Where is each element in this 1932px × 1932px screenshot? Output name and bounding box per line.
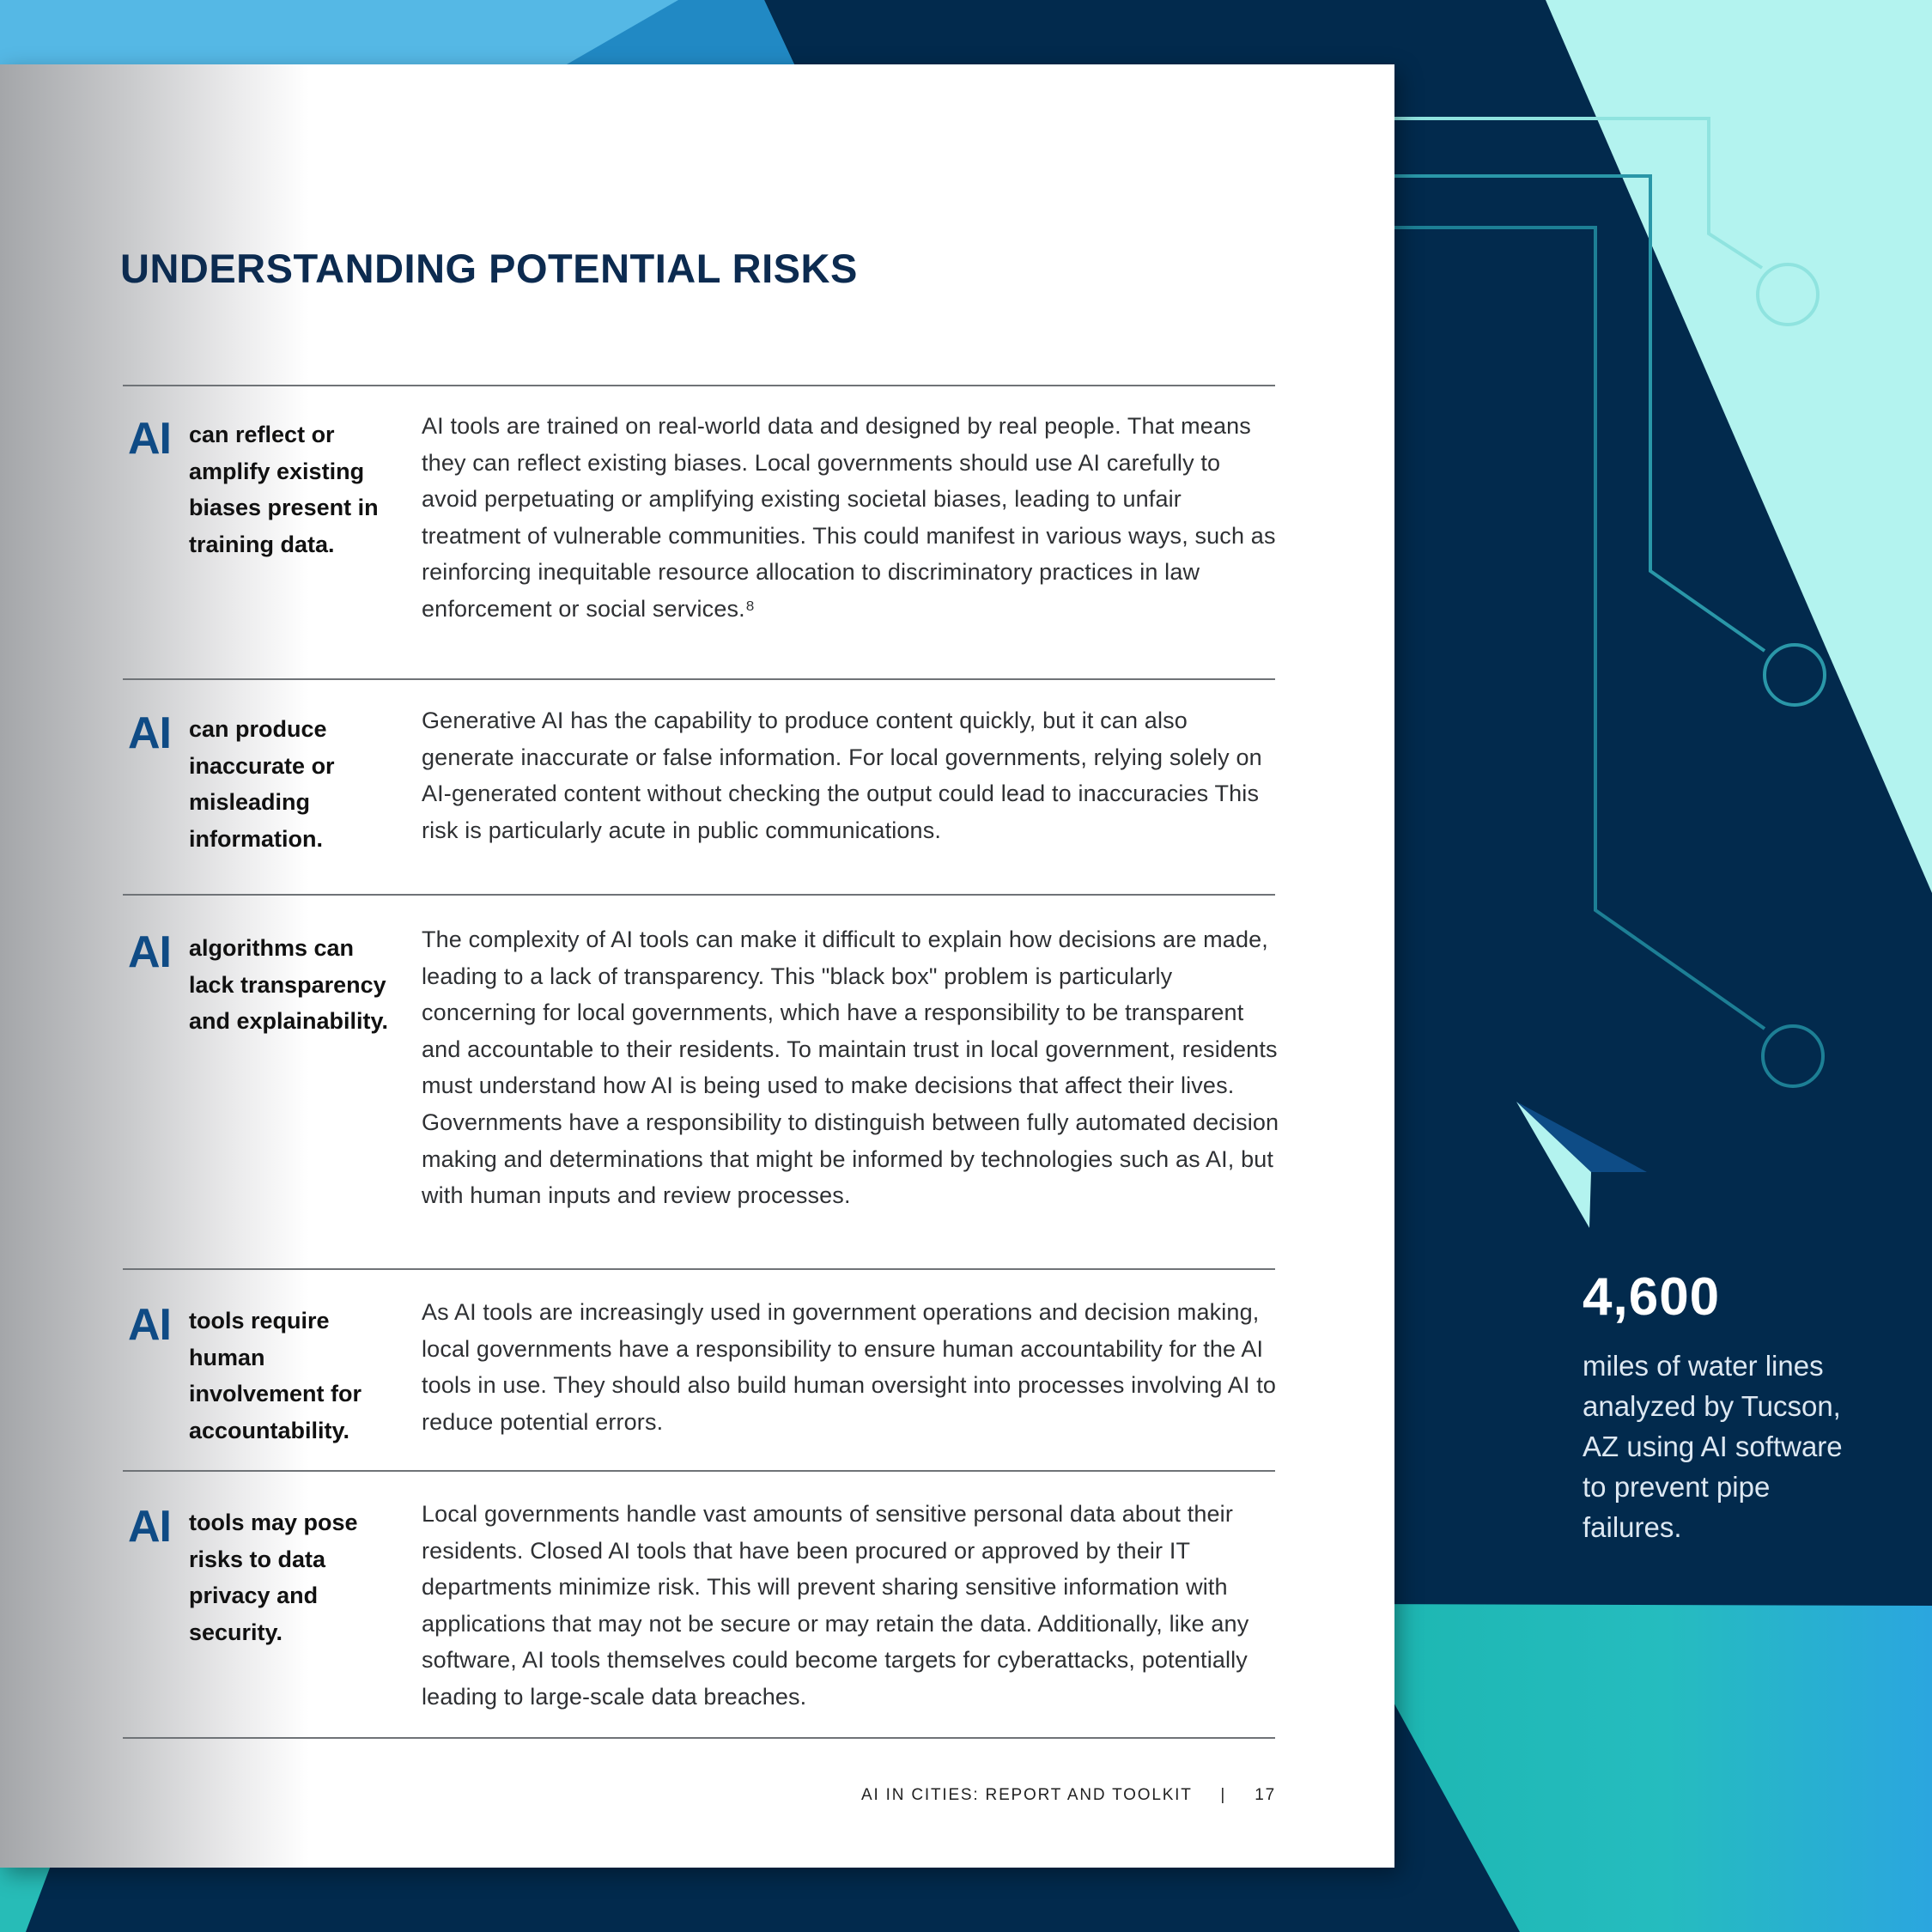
footer-report-name: AI IN CITIES: REPORT AND TOOLKIT (861, 1786, 1193, 1804)
risk-description: The complexity of AI tools can make it difficult to explain how decisions are made, leading to a lack of transparency. This "black box" problem is particularly concerning for local governments, which have a responsibility to be transparent and accountable to their residents. To maintain trust in local government, residents must understand how AI is being used to make decisions that affect their lives. Governments have a responsibility to distinguish between fully automated decision making and determinations that might be informed by technologies such as AI, but with human inputs and review processes. (422, 927, 1279, 1209)
risk-label: can produce inaccurate or misleading information. (189, 716, 335, 852)
risk-description: Local governments handle vast amounts of sensitive personal data about their residents. Closed AI tools that have been procured or approved by their IT departments minimize risk. This will prevent sharing sensitive information with applications that may not be secure or may retain the data. Additionally, like any software, AI tools themselves could become targets for cyberattacks, potentially leading to large-scale data breaches. (422, 1501, 1249, 1710)
divider (123, 1268, 1275, 1270)
ai-mark: AI (128, 1300, 171, 1350)
risk-description: AI tools are trained on real-world data and designed by real people. That means they can reflect existing biases. Local governments should use AI carefully to avoid perpetuating or amplifying existing societal biases, leading to unfair treatment of vulnerable communities. This could manifest in various ways, such as reinforcing inequitable resource allocation to discriminatory practices in law enforcement or social services.⁸ (422, 413, 1276, 622)
risk-label: algorithms can lack transparency and explainability. (189, 935, 389, 1035)
stat-description: miles of water lines analyzed by Tucson, AZ using AI software to prevent pipe failures. (1583, 1350, 1843, 1543)
ai-mark: AI (128, 414, 171, 464)
divider (123, 894, 1275, 896)
risk-label: tools require human involvement for accountability. (189, 1308, 362, 1443)
divider (123, 385, 1275, 386)
divider (123, 1737, 1275, 1739)
risk-description: Generative AI has the capability to produce content quickly, but it can also generate inaccurate or false information. For local governments, relying solely on AI-generated content without checking the output could lead to inaccuracies This risk is particularly acute in public communications. (422, 708, 1262, 843)
footer-separator: | (1220, 1786, 1227, 1804)
risk-label: can reflect or amplify existing biases present in training data. (189, 422, 379, 557)
risk-label: tools may pose risks to data privacy and security. (189, 1510, 358, 1645)
divider (123, 1470, 1275, 1472)
ai-mark: AI (128, 1502, 171, 1552)
divider (123, 678, 1275, 680)
ai-mark: AI (128, 708, 171, 758)
footer-page-number: 17 (1255, 1786, 1276, 1804)
ai-mark: AI (128, 927, 171, 977)
risk-description: As AI tools are increasingly used in government operations and decision making, local governments have a responsibility to ensure human accountability for the AI tools in use. They should also build human oversight into processes involving AI to reduce potential errors. (422, 1299, 1277, 1435)
page-footer (861, 1786, 1276, 1805)
page-title: UNDERSTANDING POTENTIAL RISKS (120, 246, 858, 291)
stat-number: 4,600 (1583, 1267, 1721, 1327)
